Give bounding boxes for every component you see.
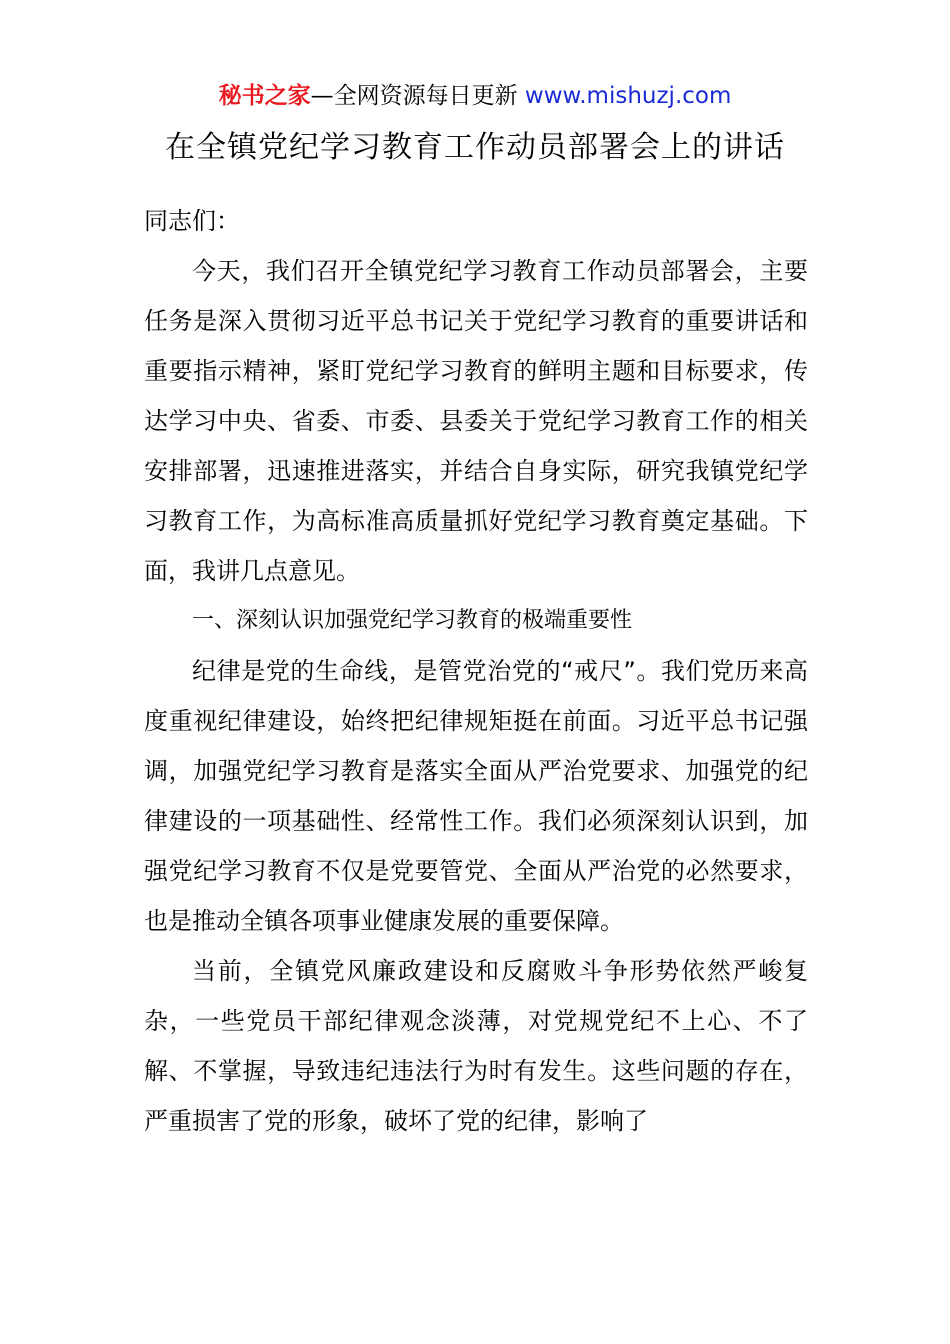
salutation: 同志们：	[144, 207, 240, 235]
paragraph-intro: 今天，我们召开全镇党纪学习教育工作动员部署会，主要任务是深入贯彻习近平总书记关于党纪学习教育的重要讲话和重要指示精神，紧盯党纪学习教育的鲜明主题和目标要求，传达学习中央、省委、市委、县委关于党纪学习教育工作的相关安排部署，迅速推进落实，并结合自身实际，研究我镇党纪学习教育工作，为高标准高质量抓好党纪学习教育奠定基础。下面，我讲几点意见。	[144, 257, 808, 585]
document-title: 在全镇党纪学习教育工作动员部署会上的讲话	[165, 130, 785, 165]
paragraph-discipline: 纪律是党的生命线，是管党治党的“戒尺”。我们党历来高度重视纪律建设，始终把纪律规矩挺在前面。习近平总书记强调，加强党纪学习教育是落实全面从严治党要求、加强党的纪律建设的一项基础性、经常性工作。我们必须深刻认识到，加强党纪学习教育不仅是党要管党、全面从严治党的必然要求，也是推动全镇各项事业健康发展的重要保障。	[144, 657, 808, 935]
site-brand: 秘书之家	[218, 83, 311, 109]
paragraph-current-situation: 当前，全镇党风廉政建设和反腐败斗争形势依然严峻复杂，一些党员干部纪律观念淡薄，对党规党纪不上心、不了解、不掌握，导致违纪违法行为时有发生。这些问题的存在，严重损害了党的形象，破坏了党的纪律，影响了	[144, 957, 808, 1135]
site-header	[0, 80, 950, 112]
document-body	[144, 196, 808, 1146]
site-tagline: —全网资源每日更新	[310, 83, 525, 109]
site-url[interactable]: www.mishuzj.com	[524, 83, 732, 109]
section-heading-1: 一、深刻认识加强党纪学习教育的极端重要性	[192, 608, 633, 633]
